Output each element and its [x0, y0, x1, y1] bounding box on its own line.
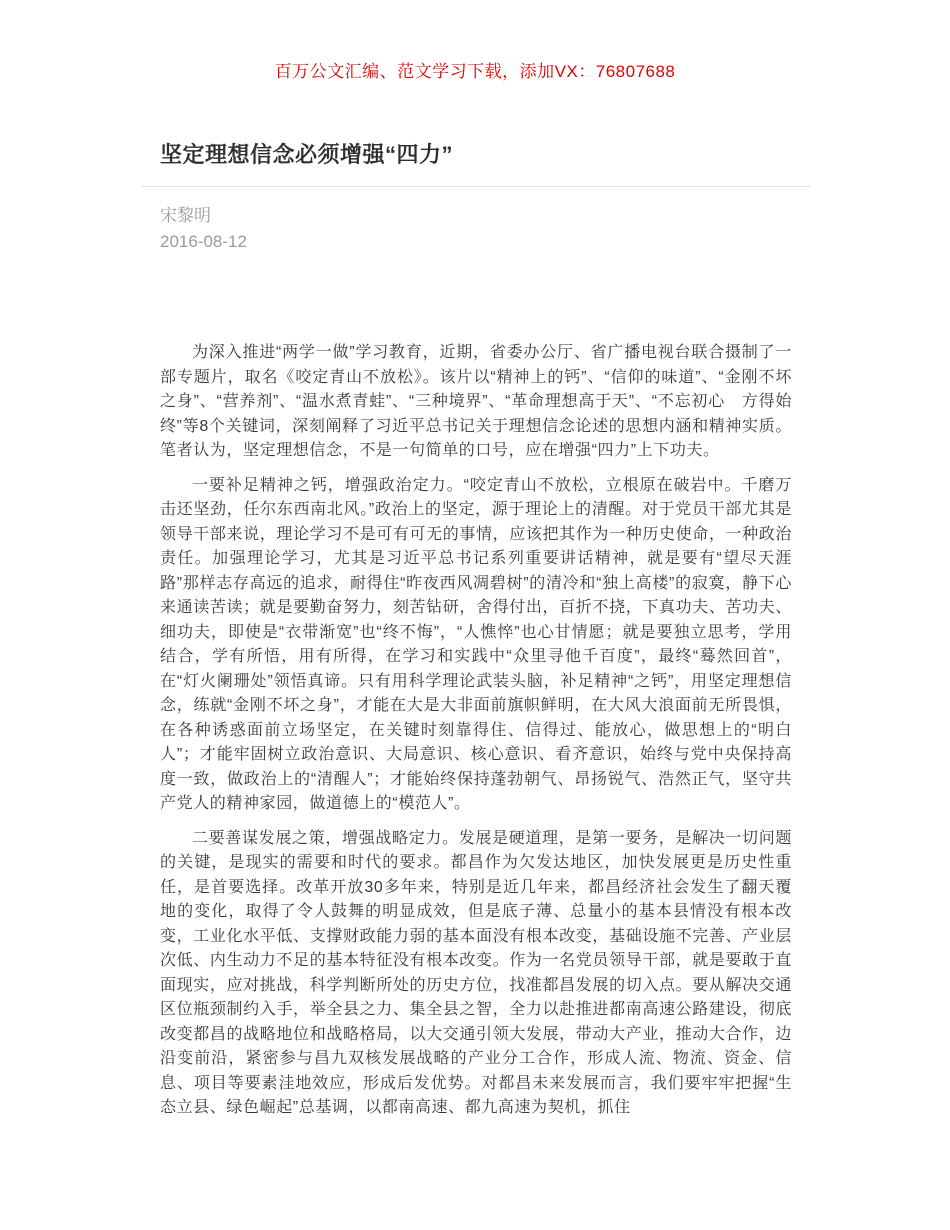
paragraph-intro: 为深入推进“两学一做”学习教育，近期，省委办公厅、省广播电视台联合摄制了一部专题片，取名《咬定青山不放松》。该片以“精神上的钙”、“信仰的味道”、“金刚不坏之身”、“营养剂”、“温水煮青蛙”、“三种境界”、“革命理想高于天”、“不忘初心 方得始终”等8个关键词，深刻阐释了习近平总书记关于理想信念论述的思想内涵和精神实质。笔者认为，坚定理想信念，不是一句简单的口号，应在增强“四力”上下功夫。 — [160, 344, 792, 459]
article-author: 宋黎明 — [160, 206, 211, 225]
article-meta — [160, 203, 792, 255]
promo-banner: 百万公文汇编、范文学习下载，添加VX：76807688 — [274, 62, 676, 81]
article-body — [160, 341, 792, 1121]
title-divider — [142, 186, 810, 187]
paragraph-political-resolve: 一要补足精神之钙，增强政治定力。“咬定青山不放松，立根原在破岩中。千磨万击还坚劲，任尔东西南北风。”政治上的坚定，源于理论上的清醒。对于党员干部尤其是领导干部来说，理论学习不是可有可无的事情，应该把其作为一种历史使命，一种政治责任。加强理论学习，尤其是习近平总书记系列重要讲话精神，就是要有“望尽天涯路”那样志存高远的追求，耐得住“昨夜西风凋碧树”的清冷和“独上高楼”的寂寞，静下心来通读苦读；就是要勤奋努力，刻苦钻研，舍得付出，百折不挠，下真功夫、苦功夫、细功夫，即使是“衣带渐宽”也“终不悔”，“人憔悴”也心甘情愿；就是要独立思考，学用结合，学有所悟，用有所得，在学习和实践中“众里寻他千百度”，最终“蓦然回首”，在“灯火阑珊处”领悟真谛。只有用科学理论武装头脑，补足精神“之钙”，用坚定理想信念，练就“金刚不坏之身”，才能在大是大非面前旗帜鲜明，在大风大浪面前无所畏惧，在各种诱惑面前立场坚定，在关键时刻靠得住、信得过、能放心，做思想上的“明白人”；才能牢固树立政治意识、大局意识、核心意识、看齐意识，始终与党中央保持高度一致，做政治上的“清醒人”；才能始终保持蓬勃朝气、昂扬锐气、浩然正气，坚守共产党人的精神家园，做道德上的“模范人”。 — [160, 476, 792, 812]
article-date: 2016-08-12 — [160, 232, 247, 251]
paragraph-strategic-resolve: 二要善谋发展之策，增强战略定力。发展是硬道理，是第一要务，是解决一切问题的关键，是现实的需要和时代的要求。都昌作为欠发达地区，加快发展更是历史性重任，是首要选择。改革开放30多年来，特别是近几年来，都昌经济社会发生了翻天覆地的变化，取得了令人鼓舞的明显成效，但是底子薄、总量小的基本县情没有根本改变，工业化水平低、支撑财政能力弱的基本面没有根本改变，基础设施不完善、产业层次低、内生动力不足的基本特征没有根本改变。作为一名党员领导干部，就是要敢于直面现实，应对挑战，科学判断所处的历史方位，找准都昌发展的切入点。要从解决交通区位瓶颈制约入手，举全县之力、集全县之智，全力以赴推进都南高速公路建设，彻底改变都昌的战略地位和战略格局，以大交通引领大发展，带动大产业，推动大合作，边沿变前沿，紧密参与昌九双核发展战略的产业分工合作，形成人流、物流、资金、信息、项目等要素洼地效应，形成后发优势。对都昌未来发展而言，我们要牢牢把握“生态立县、绿色崛起”总基调，以都南高速、都九高速为契机，抓住 — [160, 829, 792, 1116]
article-content — [160, 140, 792, 1131]
article-title: 坚定理想信念必须增强“四力” — [160, 142, 454, 167]
